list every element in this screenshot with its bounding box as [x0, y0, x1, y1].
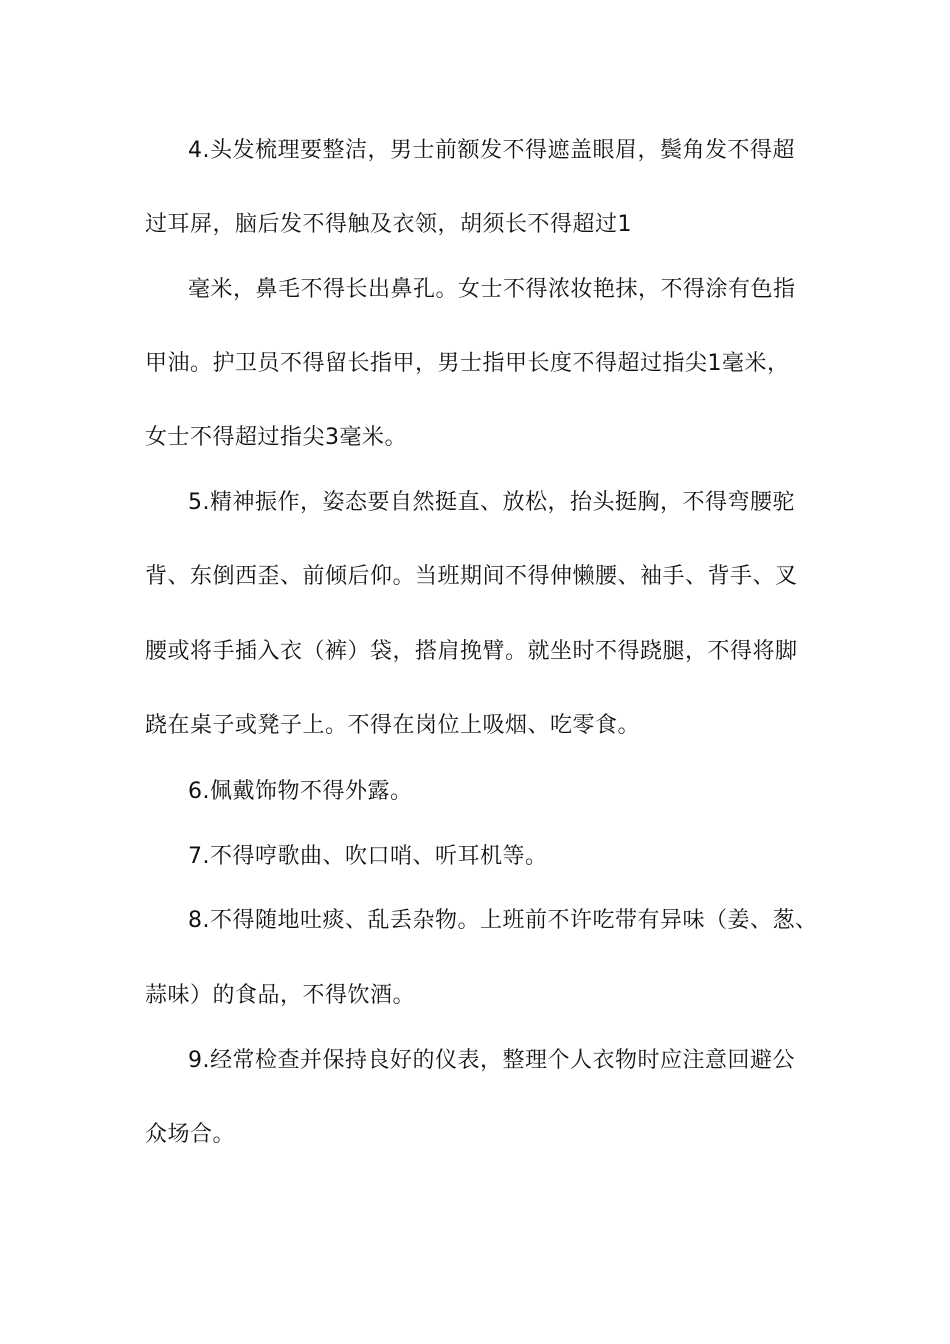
paragraph-8-line-1: 8.不得随地吐痰、乱丢杂物。上班前不许吃带有异味（姜、葱、	[188, 908, 818, 933]
paragraph-8-line-2: 蒜味）的食品，不得饮酒。	[145, 983, 416, 1008]
paragraph-5-line-4: 跷在桌子或凳子上。不得在岗位上吸烟、吃零食。	[145, 713, 641, 738]
paragraph-9-line-1: 9.经常检查并保持良好的仪表，整理个人衣物时应注意回避公	[188, 1048, 795, 1073]
paragraph-7: 7.不得哼歌曲、吹口哨、听耳机等。	[188, 844, 548, 869]
paragraph-4-line-2: 过耳屏，脑后发不得触及衣领，胡须长不得超过1	[145, 212, 632, 237]
paragraph-4-line-5: 女士不得超过指尖3毫米。	[145, 425, 407, 450]
paragraph-5-line-3: 腰或将手插入衣（裤）袋，搭肩挽臂。就坐时不得跷腿，不得将脚	[145, 639, 798, 664]
paragraph-5-line-1: 5.精神振作，姿态要自然挺直、放松，抬头挺胸，不得弯腰驼	[188, 490, 795, 515]
paragraph-4-line-4: 甲油。护卫员不得留长指甲，男士指甲长度不得超过指尖1毫米，	[145, 351, 790, 376]
paragraph-4-line-1: 4.头发梳理要整洁，男士前额发不得遮盖眼眉，鬓角发不得超	[188, 138, 795, 163]
paragraph-5-line-2: 背、东倒西歪、前倾后仰。当班期间不得伸懒腰、袖手、背手、叉	[145, 564, 798, 589]
paragraph-4-line-3: 毫米，鼻毛不得长出鼻孔。女士不得浓妆艳抹，不得涂有色指	[188, 277, 796, 302]
paragraph-6: 6.佩戴饰物不得外露。	[188, 779, 413, 804]
paragraph-9-line-2: 众场合。	[145, 1122, 236, 1147]
